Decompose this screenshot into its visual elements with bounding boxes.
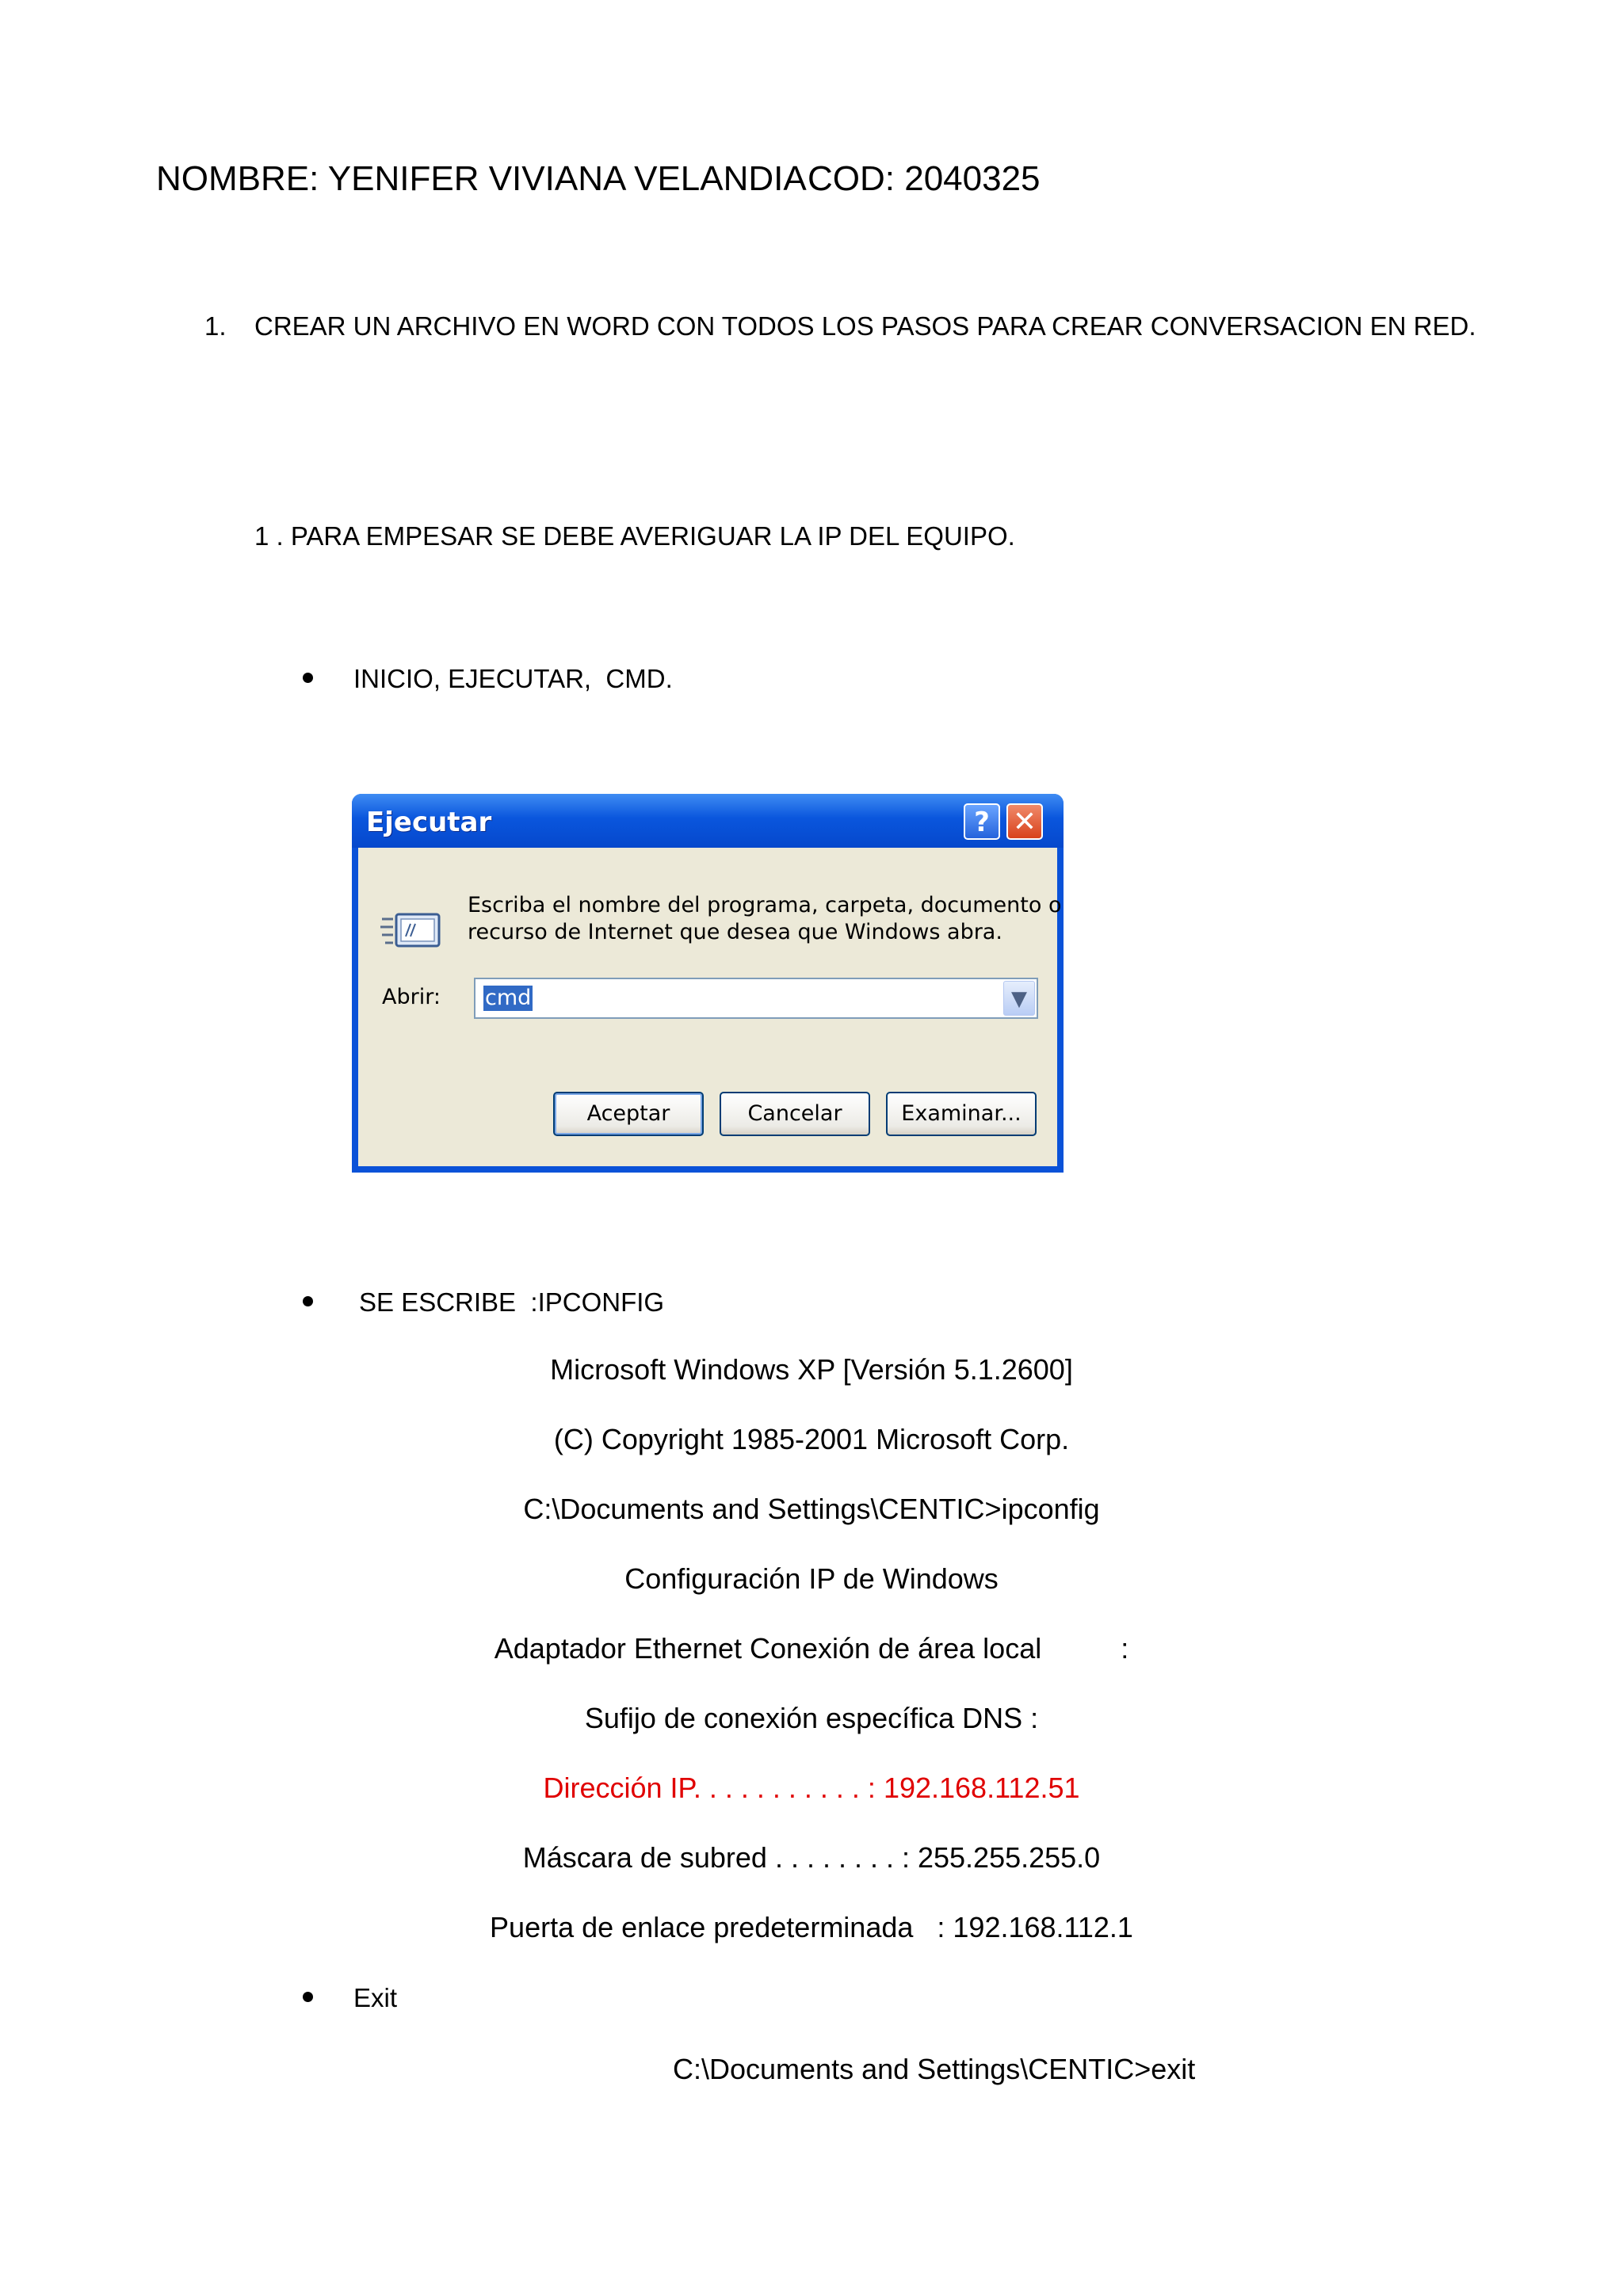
output-gateway: Puerta de enlace predeterminada : 192.168.112.1 [490,1911,1133,1943]
bullet-se-escribe-text: SE ESCRIBE :IPCONFIG [359,1287,665,1317]
abrir-combobox[interactable] [474,978,1038,1019]
dialog-title: Ejecutar [366,807,492,838]
run-program-icon [379,905,442,957]
chevron-down-icon[interactable]: ▼ [1003,981,1035,1016]
output-line-3: C:\Documents and Settings\CENTIC>ipconfig [523,1493,1100,1525]
output-line-5: Adaptador Ethernet Conexión de área local : [494,1632,1129,1665]
bullet-exit-text: Exit [353,1983,398,2012]
bullet-icon [303,1296,313,1306]
dialog-description-line1: Escriba el nombre del programa, carpeta, documento o [468,893,1062,917]
accept-button[interactable]: Aceptar [553,1092,704,1136]
abrir-input-value[interactable]: cmd [485,986,532,1010]
output-subnet-mask: Máscara de subred . . . . . . . . : 255.255.255.0 [522,1841,1101,1874]
bullet-inicio-text: INICIO, EJECUTAR, CMD. [353,664,673,693]
output-line-4: Configuración IP de Windows [624,1562,999,1595]
step-1-text: 1 . PARA EMPESAR SE DEBE AVERIGUAR LA IP DEL EQUIPO. [254,521,1015,551]
dialog-description-line2: recurso de Internet que desea que Windows abra. [468,920,1002,944]
dialog-titlebar [352,794,1064,848]
exit-command-line: C:\Documents and Settings\CENTIC>exit [673,2053,1196,2085]
browse-button[interactable]: Examinar... [886,1092,1037,1136]
bullet-icon [303,1992,313,2002]
student-code: COD: 2040325 [808,159,1041,198]
dialog-body [358,848,1062,1166]
output-ip-address: Dirección IP. . . . . . . . . . . : 192.168.112.51 [543,1772,1080,1804]
student-name: NOMBRE: YENIFER VIVIANA VELANDIA [156,159,807,198]
close-button[interactable]: ✕ [1006,803,1043,840]
cancel-button[interactable]: Cancelar [720,1092,870,1136]
run-dialog [352,794,1064,1173]
output-line-1: Microsoft Windows XP [Versión 5.1.2600] [550,1353,1073,1386]
output-line-6: Sufijo de conexión específica DNS : [584,1702,1039,1734]
help-button[interactable]: ? [964,803,1000,840]
task-text: CREAR UN ARCHIVO EN WORD CON TODOS LOS PASOS PARA CREAR CONVERSACION EN RED. [254,311,1476,341]
output-line-2: (C) Copyright 1985-2001 Microsoft Corp. [553,1423,1070,1455]
bullet-icon [303,673,313,683]
task-number: 1. [204,311,227,341]
abrir-label: Abrir: [382,985,441,1009]
